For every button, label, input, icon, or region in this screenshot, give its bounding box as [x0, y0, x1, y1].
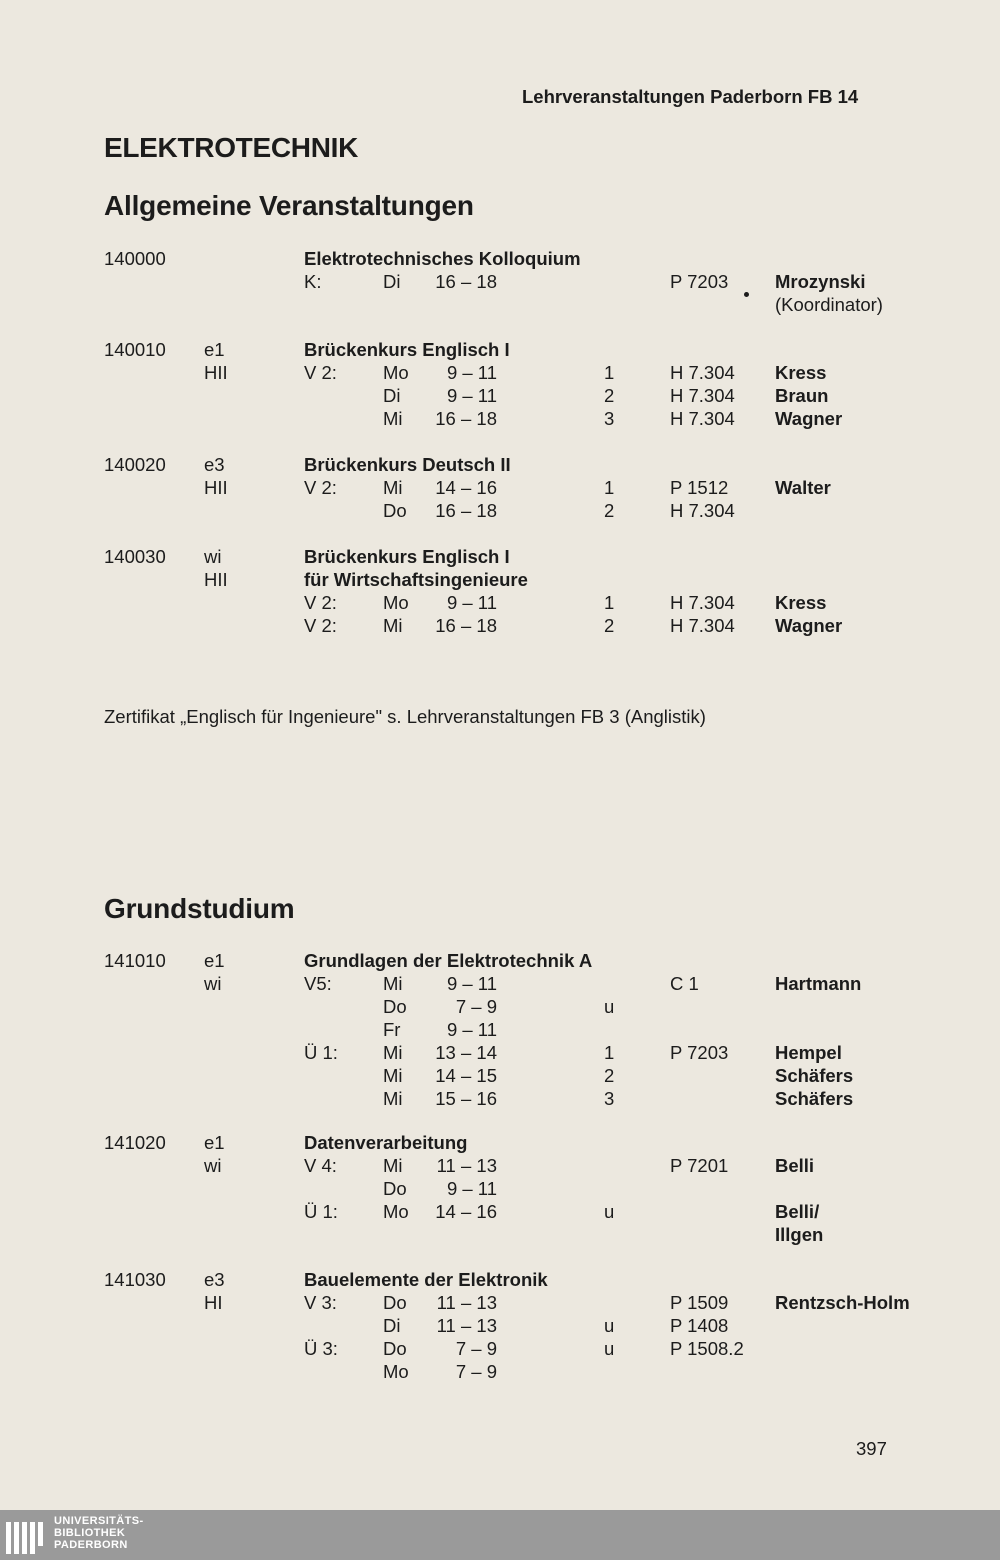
- session-time: 11 – 13: [436, 1155, 497, 1176]
- section-heading-allgemeine: Allgemeine Veranstaltungen: [104, 190, 474, 221]
- page-number: 397: [856, 1438, 887, 1459]
- session-time: 16 – 18: [435, 500, 497, 521]
- session-lecturer: Hempel: [775, 1042, 842, 1063]
- session-time: 14 – 16: [435, 1201, 497, 1222]
- session-type: V 2:: [304, 362, 337, 383]
- session-time: 9 – 11: [446, 1019, 497, 1040]
- session-room: P 7203: [670, 271, 729, 292]
- session-group: u: [604, 1315, 615, 1336]
- course-title: Brückenkurs Deutsch II: [304, 454, 511, 475]
- session-day: Mo: [383, 362, 409, 383]
- session-day: Mi: [383, 1042, 403, 1063]
- session-lecturer: Kress: [775, 362, 827, 383]
- session-day: Mi: [383, 1155, 403, 1176]
- session-room: P 1408: [670, 1315, 729, 1336]
- session-day: Mo: [383, 1361, 409, 1382]
- session-time: 7 – 9: [455, 1338, 497, 1359]
- session-lecturer: Belli: [775, 1155, 815, 1176]
- session-room: P 1512: [670, 477, 729, 498]
- session-time: 11 – 13: [436, 1292, 497, 1313]
- course-code: HII: [204, 477, 228, 498]
- session-room: H 7.304: [670, 385, 735, 406]
- course-title: Elektrotechnisches Kolloquium: [304, 248, 581, 269]
- session-type: V 2:: [304, 615, 337, 636]
- session-time: 9 – 11: [446, 362, 497, 383]
- bullet-dot: [744, 292, 749, 297]
- session-type: V 4:: [304, 1155, 337, 1176]
- page-title: ELEKTROTECHNIK: [104, 132, 359, 163]
- session-type: V5:: [304, 973, 332, 994]
- session-room: H 7.304: [670, 408, 735, 429]
- session-day: Do: [383, 996, 407, 1017]
- session-time: 14 – 15: [435, 1065, 497, 1086]
- session-lecturer: Illgen: [775, 1224, 824, 1245]
- course-number: 141010: [104, 950, 166, 971]
- session-day: Do: [383, 1178, 407, 1199]
- session-lecturer: Walter: [775, 477, 831, 498]
- session-type: V 3:: [304, 1292, 337, 1313]
- session-group: 3: [604, 408, 615, 429]
- session-time: 9 – 11: [446, 385, 497, 406]
- course-code: e1: [204, 1132, 225, 1153]
- session-day: Mi: [383, 408, 403, 429]
- session-time: 11 – 13: [436, 1315, 497, 1336]
- session-day: Do: [383, 1292, 407, 1313]
- course-title: Bauelemente der Elektronik: [304, 1269, 548, 1290]
- session-type: Ü 1:: [304, 1201, 338, 1222]
- course-title: Brückenkurs Englisch I: [304, 339, 510, 360]
- session-day: Do: [383, 1338, 407, 1359]
- session-day: Do: [383, 500, 407, 521]
- course-code: e3: [204, 454, 225, 475]
- session-group: 1: [604, 1042, 615, 1063]
- session-lecturer: Braun: [775, 385, 829, 406]
- session-room: H 7.304: [670, 592, 735, 613]
- session-group: 2: [604, 385, 615, 406]
- session-time: 14 – 16: [435, 477, 497, 498]
- library-name-line: PADERBORN: [54, 1539, 128, 1551]
- session-room: P 7203: [670, 1042, 729, 1063]
- course-title: Datenverarbeitung: [304, 1132, 468, 1153]
- session-lecturer: Wagner: [775, 615, 843, 636]
- session-day: Mo: [383, 592, 409, 613]
- session-lecturer: Schäfers: [775, 1088, 854, 1109]
- session-time: 7 – 9: [455, 1361, 497, 1382]
- session-lecturer: Mrozynski: [775, 271, 866, 292]
- section-heading-grundstudium: Grundstudium: [104, 893, 295, 924]
- session-room: H 7.304: [670, 615, 735, 636]
- session-room: C 1: [670, 973, 699, 994]
- session-time: 13 – 14: [435, 1042, 497, 1063]
- library-name-line: BIBLIOTHEK: [54, 1527, 126, 1539]
- course-code: HI: [204, 1292, 223, 1313]
- session-room: H 7.304: [670, 500, 735, 521]
- session-lecturer: Hartmann: [775, 973, 862, 994]
- course-number: 140030: [104, 546, 166, 567]
- course-code: wi: [204, 973, 222, 994]
- session-time: 16 – 18: [435, 271, 497, 292]
- course-code: wi: [204, 546, 222, 567]
- session-room: P 1509: [670, 1292, 729, 1313]
- session-day: Di: [383, 1315, 401, 1336]
- session-day: Mi: [383, 1065, 403, 1086]
- course-code: wi: [204, 1155, 222, 1176]
- session-day: Mi: [383, 973, 403, 994]
- session-group: u: [604, 996, 615, 1017]
- session-lecturer: Kress: [775, 592, 827, 613]
- course-number: 140000: [104, 248, 166, 269]
- session-time: 15 – 16: [435, 1088, 497, 1109]
- session-time: 16 – 18: [435, 615, 497, 636]
- course-number: 140010: [104, 339, 166, 360]
- course-code: HII: [204, 569, 228, 590]
- session-lecturer: Rentzsch-Holm: [775, 1292, 910, 1313]
- session-type: V 2:: [304, 592, 337, 613]
- library-name-line: UNIVERSITÄTS-: [54, 1515, 144, 1527]
- course-title: Brückenkurs Englisch I: [304, 546, 510, 567]
- session-room: P 7201: [670, 1155, 729, 1176]
- course-number: 141020: [104, 1132, 166, 1153]
- session-time: 9 – 11: [446, 1178, 497, 1199]
- course-title: Grundlagen der Elektrotechnik A: [304, 950, 593, 971]
- session-type: K:: [304, 271, 322, 292]
- session-lecturer: Schäfers: [775, 1065, 854, 1086]
- session-group: 1: [604, 477, 615, 498]
- session-day: Di: [383, 385, 401, 406]
- library-name: [54, 1515, 144, 1551]
- course-code: e1: [204, 339, 225, 360]
- running-head: Lehrveranstaltungen Paderborn FB 14: [522, 86, 859, 107]
- session-day: Mo: [383, 1201, 409, 1222]
- session-group: 2: [604, 500, 615, 521]
- session-lecturer: Wagner: [775, 408, 843, 429]
- session-group: 1: [604, 362, 615, 383]
- session-type: Ü 3:: [304, 1338, 338, 1359]
- session-day: Mi: [383, 1088, 403, 1109]
- session-day: Di: [383, 271, 401, 292]
- session-day: Mi: [383, 615, 403, 636]
- course-title: für Wirtschaftsingenieure: [304, 569, 528, 590]
- session-group: 2: [604, 1065, 615, 1086]
- session-group: 1: [604, 592, 615, 613]
- session-lecturer: (Koordinator): [775, 294, 883, 315]
- course-code: e1: [204, 950, 225, 971]
- session-day: Fr: [383, 1019, 401, 1040]
- session-time: 9 – 11: [446, 973, 497, 994]
- session-group: u: [604, 1338, 615, 1359]
- session-type: V 2:: [304, 477, 337, 498]
- course-number: 141030: [104, 1269, 166, 1290]
- session-lecturer: Belli/: [775, 1201, 820, 1222]
- session-type: Ü 1:: [304, 1042, 338, 1063]
- session-group: 3: [604, 1088, 615, 1109]
- course-number: 140020: [104, 454, 166, 475]
- session-day: Mi: [383, 477, 403, 498]
- session-group: u: [604, 1201, 615, 1222]
- session-group: 2: [604, 615, 615, 636]
- library-logo-icon: [4, 1516, 46, 1556]
- session-room: P 1508.2: [670, 1338, 744, 1359]
- course-code: e3: [204, 1269, 225, 1290]
- session-time: 9 – 11: [446, 592, 497, 613]
- session-time: 16 – 18: [435, 408, 497, 429]
- session-time: 7 – 9: [455, 996, 497, 1017]
- session-room: H 7.304: [670, 362, 735, 383]
- library-footer-bar: [0, 1510, 1000, 1560]
- course-code: HII: [204, 362, 228, 383]
- footnote: Zertifikat „Englisch für Ingenieure" s. Lehrveranstaltungen FB 3 (Anglistik): [104, 706, 706, 727]
